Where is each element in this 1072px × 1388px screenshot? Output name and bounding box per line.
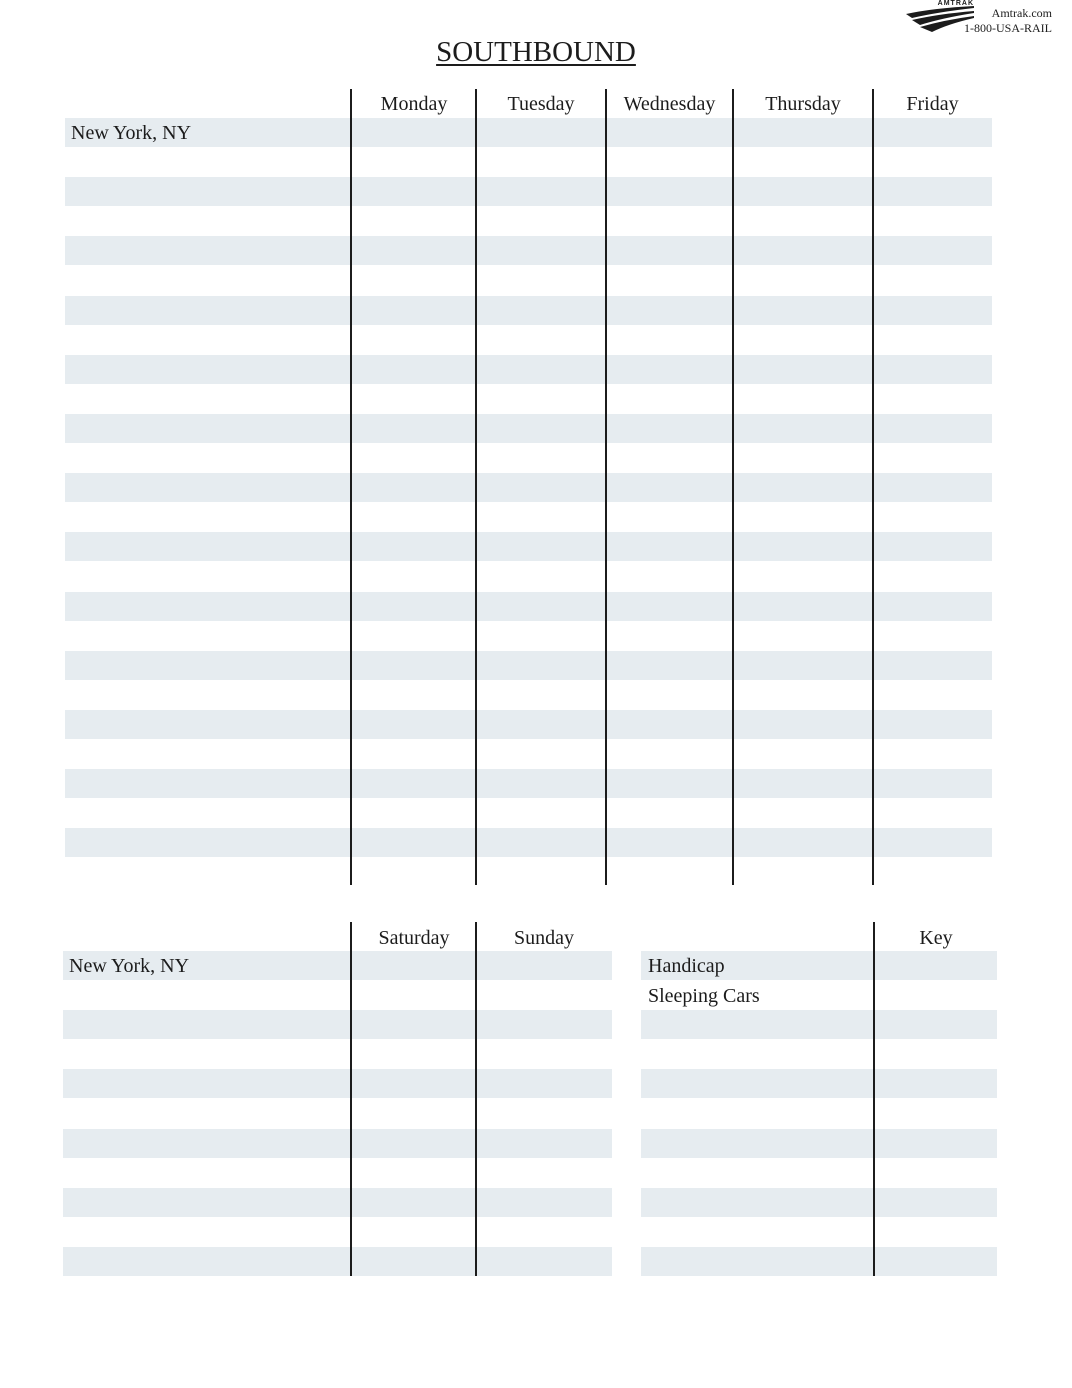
column-divider — [475, 922, 477, 1276]
column-divider — [475, 89, 477, 885]
column-header-saturday: Saturday — [378, 927, 450, 949]
column-header-thursday: Thursday — [765, 93, 841, 115]
table-row-stripe — [65, 414, 992, 443]
table-row-stripe — [65, 651, 992, 680]
column-divider — [872, 89, 874, 885]
table-row-stripe — [65, 177, 992, 206]
column-divider — [732, 89, 734, 885]
table-row-stripe — [63, 1188, 612, 1217]
column-header-key: Key — [919, 927, 953, 949]
amtrak-logo-text: AMTRAK — [937, 0, 974, 7]
page-title: SOUTHBOUND — [436, 36, 636, 68]
table-row-stripe — [63, 1010, 612, 1039]
table-row-stripe — [63, 1069, 612, 1098]
table-row-stripe — [641, 1069, 997, 1098]
table-row-stripe — [63, 1247, 612, 1276]
station-new-york: New York, NY — [69, 955, 190, 977]
key-item-sleeping-cars: Sleeping Cars — [648, 985, 760, 1007]
table-row-stripe — [65, 118, 992, 147]
table-row-stripe — [65, 236, 992, 265]
table-row-stripe — [65, 532, 992, 561]
table-row-stripe — [63, 1129, 612, 1158]
table-row-stripe — [641, 1129, 997, 1158]
column-header-sunday: Sunday — [514, 927, 574, 949]
table-row-stripe — [65, 355, 992, 384]
column-header-wednesday: Wednesday — [623, 93, 716, 115]
station-new-york: New York, NY — [71, 122, 192, 144]
table-row-stripe — [641, 1188, 997, 1217]
website-text: Amtrak.com — [991, 6, 1052, 20]
column-header-friday: Friday — [906, 93, 959, 115]
column-header-tuesday: Tuesday — [507, 93, 575, 115]
column-divider — [350, 922, 352, 1276]
column-divider — [873, 922, 875, 1276]
table-row-stripe — [65, 592, 992, 621]
contact-info — [964, 6, 1052, 36]
column-divider — [605, 89, 607, 885]
column-header-monday: Monday — [380, 93, 448, 115]
table-row-stripe — [641, 1010, 997, 1039]
column-divider — [350, 89, 352, 885]
table-row-stripe — [65, 828, 992, 857]
key-item-handicap: Handicap — [648, 955, 725, 977]
phone-text: 1-800-USA-RAIL — [964, 21, 1052, 35]
table-row-stripe — [65, 769, 992, 798]
table-row-stripe — [65, 473, 992, 502]
table-row-stripe — [65, 710, 992, 739]
table-row-stripe — [641, 1247, 997, 1276]
table-row-stripe — [65, 296, 992, 325]
